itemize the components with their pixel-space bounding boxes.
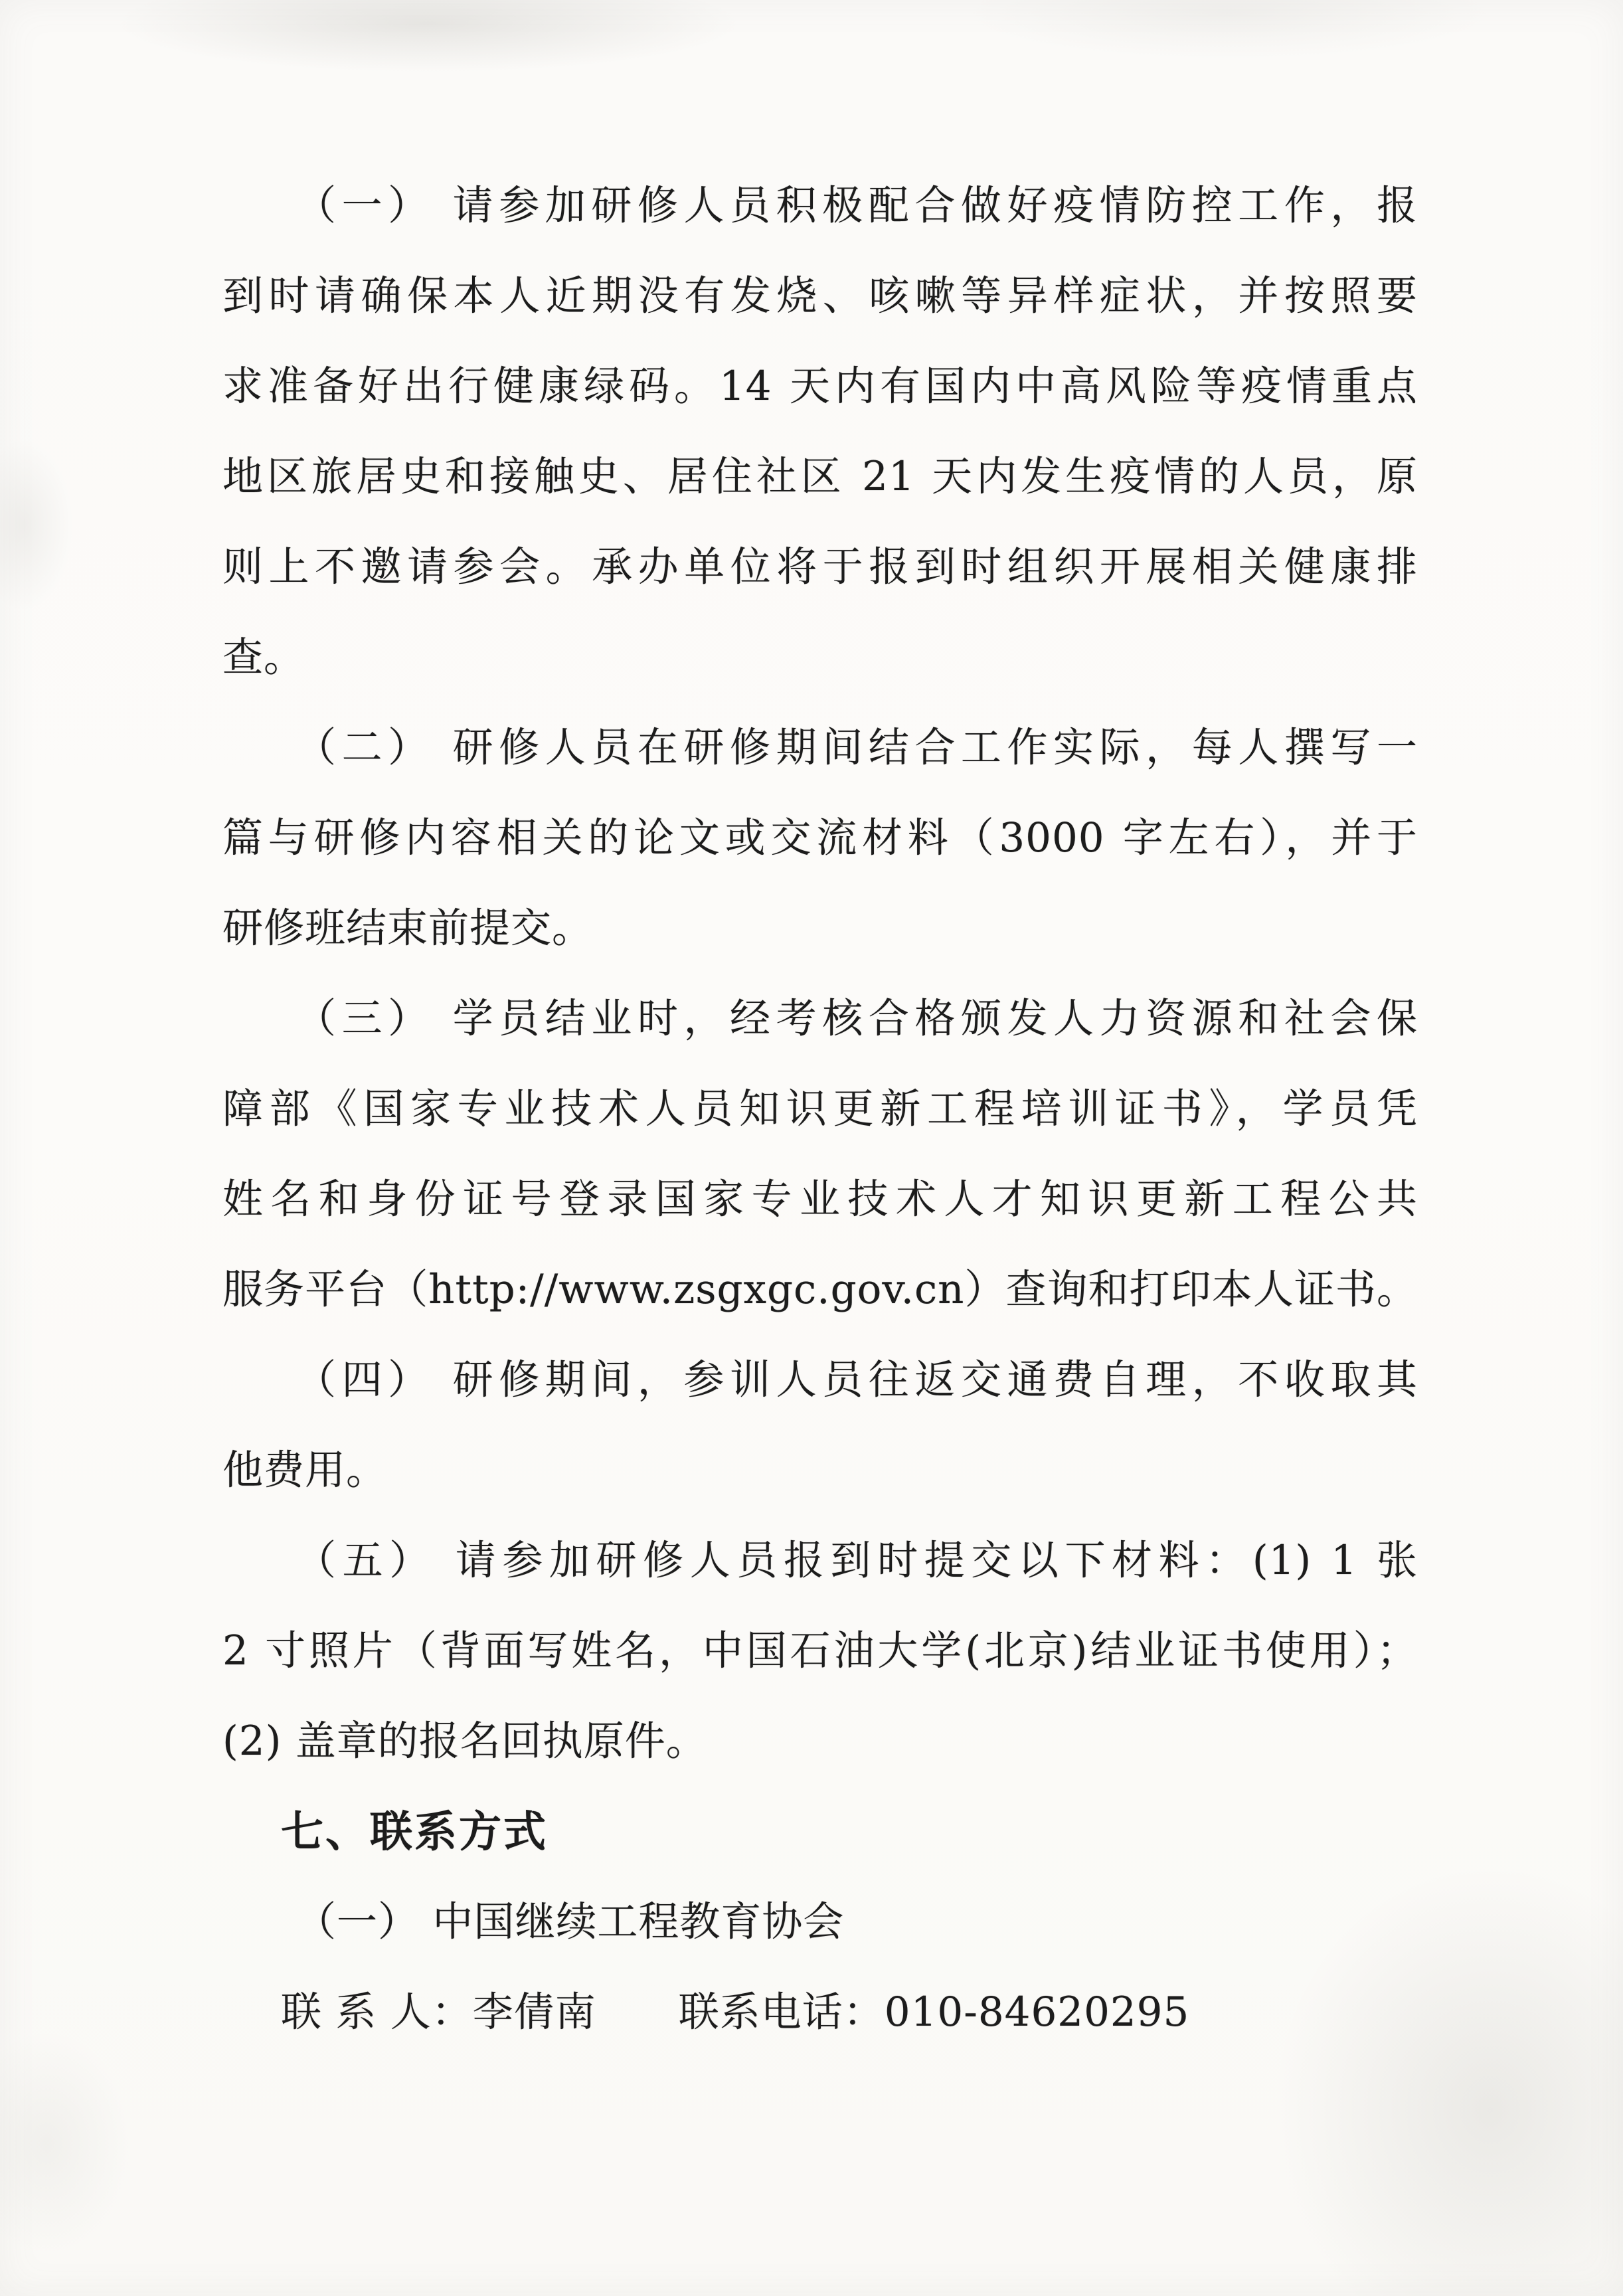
- doc-line-paragraph-end: (2) 盖章的报名回执原件。: [222, 1718, 707, 1765]
- doc-line: 到时请确保本人近期没有发烧、咳嗽等异样症状，并按照要: [222, 272, 1418, 319]
- doc-line: 2 寸照片（背面写姓名，中国石油大学(北京)结业证书使用）；: [222, 1627, 1418, 1674]
- doc-line: 姓名和身份证号登录国家专业技术人才知识更新工程公共: [222, 1176, 1418, 1223]
- doc-line-paragraph-end: 查。: [222, 634, 305, 681]
- contact-person-line: 联 系 人：李倩南 联系电话：010-84620295: [281, 1988, 1190, 2036]
- doc-line-with-url: 服务平台（http://www.zsgxgc.gov.cn）查询和打印本人证书。: [222, 1266, 1418, 1313]
- doc-line-item3-start: （三） 学员结业时，经考核合格颁发人力资源和社会保: [296, 995, 1418, 1042]
- scan-artifact: [0, 438, 73, 611]
- doc-line: 篇与研修内容相关的论文或交流材料（3000 字左右），并于: [222, 814, 1418, 861]
- doc-line-item5-start: （五） 请参加研修人员报到时提交以下材料：(1) 1 张: [296, 1537, 1418, 1584]
- doc-line: 障部《国家专业技术人员知识更新工程培训证书》，学员凭: [222, 1085, 1418, 1132]
- doc-line-item4-start: （四） 研修期间，参训人员往返交通费自理，不收取其: [296, 1356, 1418, 1403]
- scan-artifact: [113, 0, 744, 73]
- doc-line: 地区旅居史和接触史、居住社区 21 天内发生疫情的人员，原: [222, 453, 1418, 500]
- doc-line-paragraph-end: 研修班结束前提交。: [222, 905, 594, 952]
- contact-org-line: （一） 中国继续工程教育协会: [296, 1898, 845, 1945]
- doc-line: 则上不邀请参会。承办单位将于报到时组织开展相关健康排: [222, 543, 1418, 590]
- document-body: [222, 161, 1418, 2058]
- doc-line-item2-start: （二） 研修人员在研修期间结合工作实际，每人撰写一: [296, 724, 1418, 771]
- scan-artifact: [963, 0, 1494, 60]
- section-heading-contact: 七、联系方式: [281, 1808, 548, 1856]
- doc-line-paragraph-end: 他费用。: [222, 1447, 388, 1494]
- doc-line-item1-start: （一） 请参加研修人员积极配合做好疫情防控工作，报: [296, 182, 1418, 229]
- scan-artifact: [0, 2030, 133, 2256]
- doc-line: 求准备好出行健康绿码。14 天内有国内中高风险等疫情重点: [222, 363, 1418, 410]
